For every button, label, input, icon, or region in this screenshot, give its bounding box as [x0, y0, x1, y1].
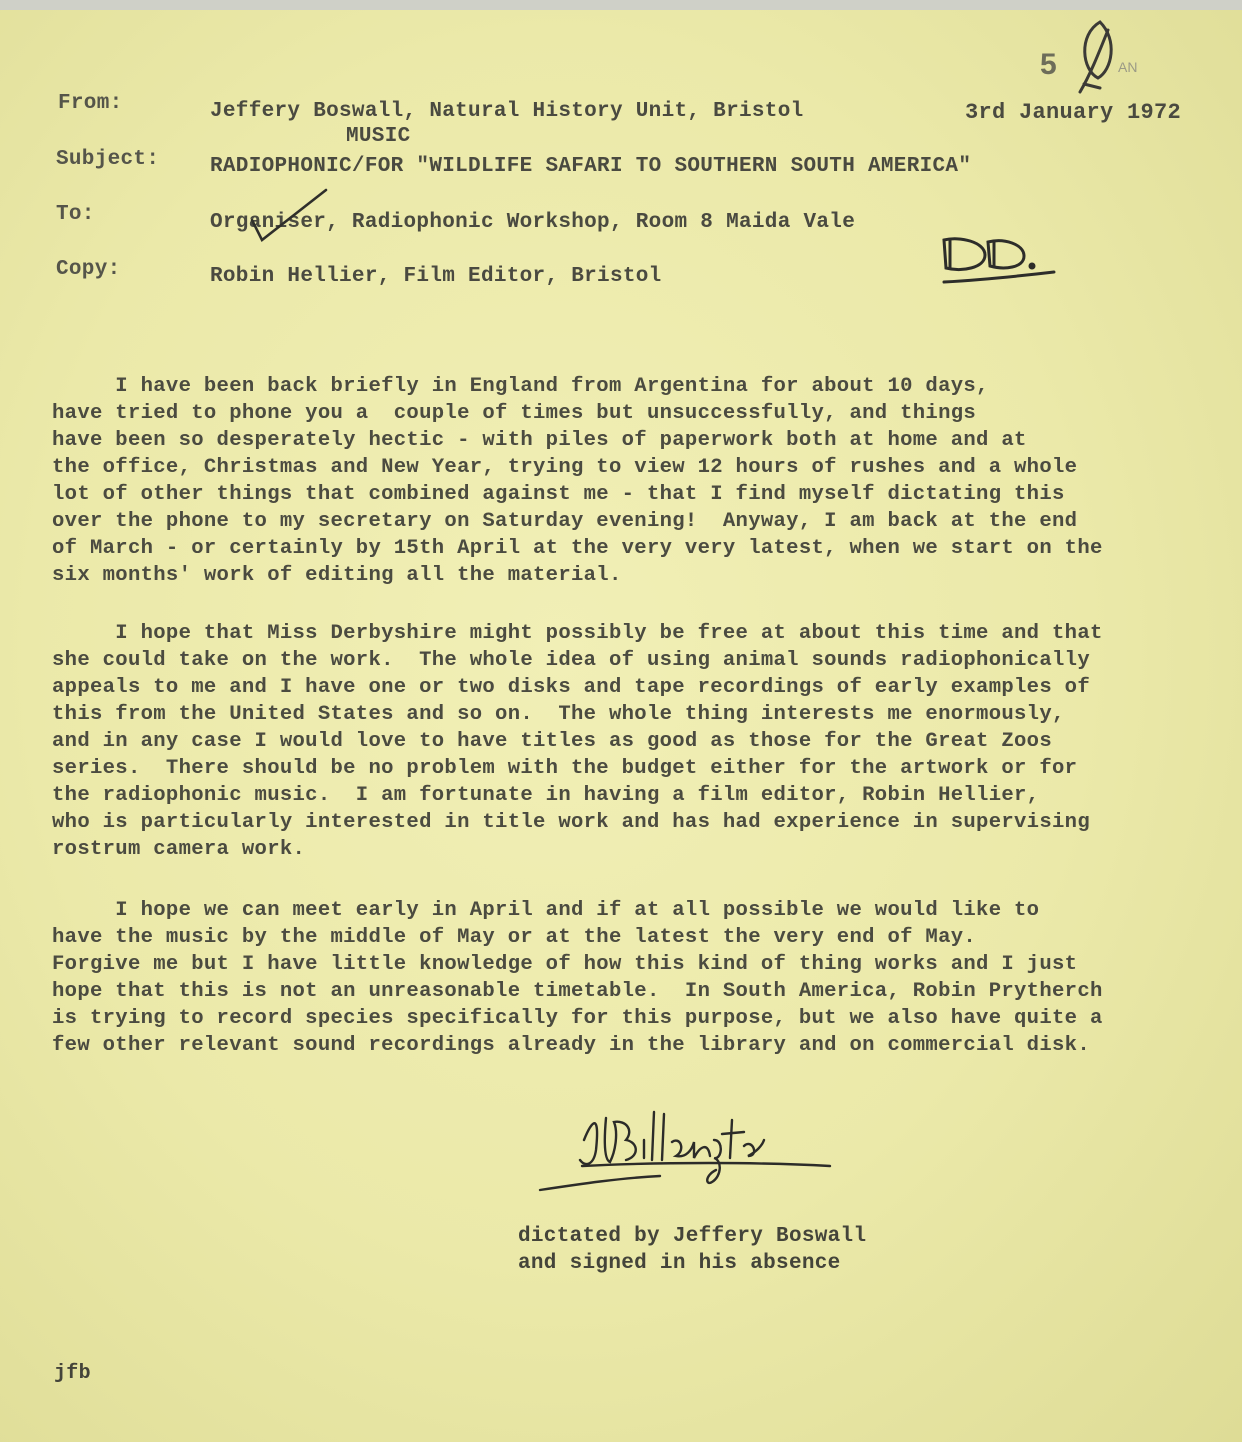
paragraph-line: few other relevant sound recordings already in the library and on commercial disk.: [52, 1034, 1090, 1057]
reference-initials: jfb: [54, 1362, 91, 1385]
paragraph-line: of March - or certainly by 15th April at the very very latest, when we start on the: [52, 537, 1103, 560]
to-label: To:: [56, 203, 95, 226]
copy-value: Robin Hellier, Film Editor, Bristol: [210, 265, 662, 288]
paragraph-line: this from the United States and so on. The whole thing interests me enormously,: [52, 703, 1065, 726]
check-mark-icon: [252, 190, 326, 240]
stamp-scribble: [1080, 22, 1111, 92]
subject-insert: MUSIC: [346, 125, 411, 148]
paragraph-line: appeals to me and I have one or two disks and tape recordings of early examples of: [52, 676, 1090, 699]
signature-name-text: J Billington: [600, 1148, 615, 1151]
stamp-number: 5: [1040, 48, 1057, 81]
subject-value: RADIOPHONIC/FOR "WILDLIFE SAFARI TO SOUTHERN SOUTH AMERICA": [210, 155, 972, 178]
paragraph-line: have the music by the middle of May or at the latest the very end of May.: [52, 926, 977, 949]
to-value: Organiser, Radiophonic Workshop, Room 8 Maida Vale: [210, 211, 856, 234]
paragraph-line: who is particularly interested in title work and has had experience in supervising: [52, 811, 1090, 834]
from-label: From:: [58, 92, 123, 115]
from-value: Jeffery Boswall, Natural History Unit, Bristol: [210, 100, 804, 123]
paragraph-line: Forgive me but I have little knowledge of how this kind of thing works and I just: [52, 953, 1078, 976]
memo-date: 3rd January 1972: [965, 100, 1182, 125]
paragraph-line: is trying to record species specifically for this purpose, but we also have quite a: [52, 1007, 1103, 1030]
paragraph-line: she could take on the work. The whole idea of using animal sounds radiophonically: [52, 649, 1090, 672]
paragraph-line: hope that this is not an unreasonable timetable. In South America, Robin Prytherch: [52, 980, 1103, 1003]
paragraph-line: have been so desperately hectic - with piles of paperwork both at home and at: [52, 429, 1027, 452]
paragraph-line: I have been back briefly in England from Argentina for about 10 days,: [52, 375, 989, 398]
paragraph-line: lot of other things that combined against me - that I find myself dictating this: [52, 483, 1065, 506]
paragraph-line: the radiophonic music. I am fortunate in having a film editor, Robin Hellier,: [52, 784, 1040, 807]
paragraph-line: I hope we can meet early in April and if at all possible we would like to: [52, 899, 1040, 922]
paragraph-line: the office, Christmas and New Year, trying to view 12 hours of rushes and a whole: [52, 456, 1078, 479]
paragraph-line: and in any case I would love to have titles as good as those for the Great Zoos: [52, 730, 1053, 753]
paragraph-line: I hope that Miss Derbyshire might possibly be free at about this time and that: [52, 622, 1103, 645]
paragraph-line: rostrum camera work.: [52, 838, 306, 861]
handwritten-signature: [540, 1112, 830, 1190]
stamp-faint-text: AN: [1118, 59, 1138, 75]
signature-note-line-1: dictated by Jeffery Boswall: [518, 1225, 867, 1248]
signature-note-line-2: and signed in his absence: [518, 1252, 841, 1275]
handwritten-mark-text: DD.: [944, 260, 948, 263]
paragraph-line: series. There should be no problem with the budget either for the artwork or for: [52, 757, 1078, 780]
paragraph-line: six months' work of editing all the material.: [52, 564, 622, 587]
paragraph-line: have tried to phone you a couple of times but unsuccessfully, and things: [52, 402, 977, 425]
paragraph-line: over the phone to my secretary on Saturday evening! Anyway, I am back at the end: [52, 510, 1078, 533]
handwritten-dd-mark: [944, 239, 1054, 282]
copy-label: Copy:: [56, 258, 121, 281]
subject-label: Subject:: [56, 148, 160, 171]
